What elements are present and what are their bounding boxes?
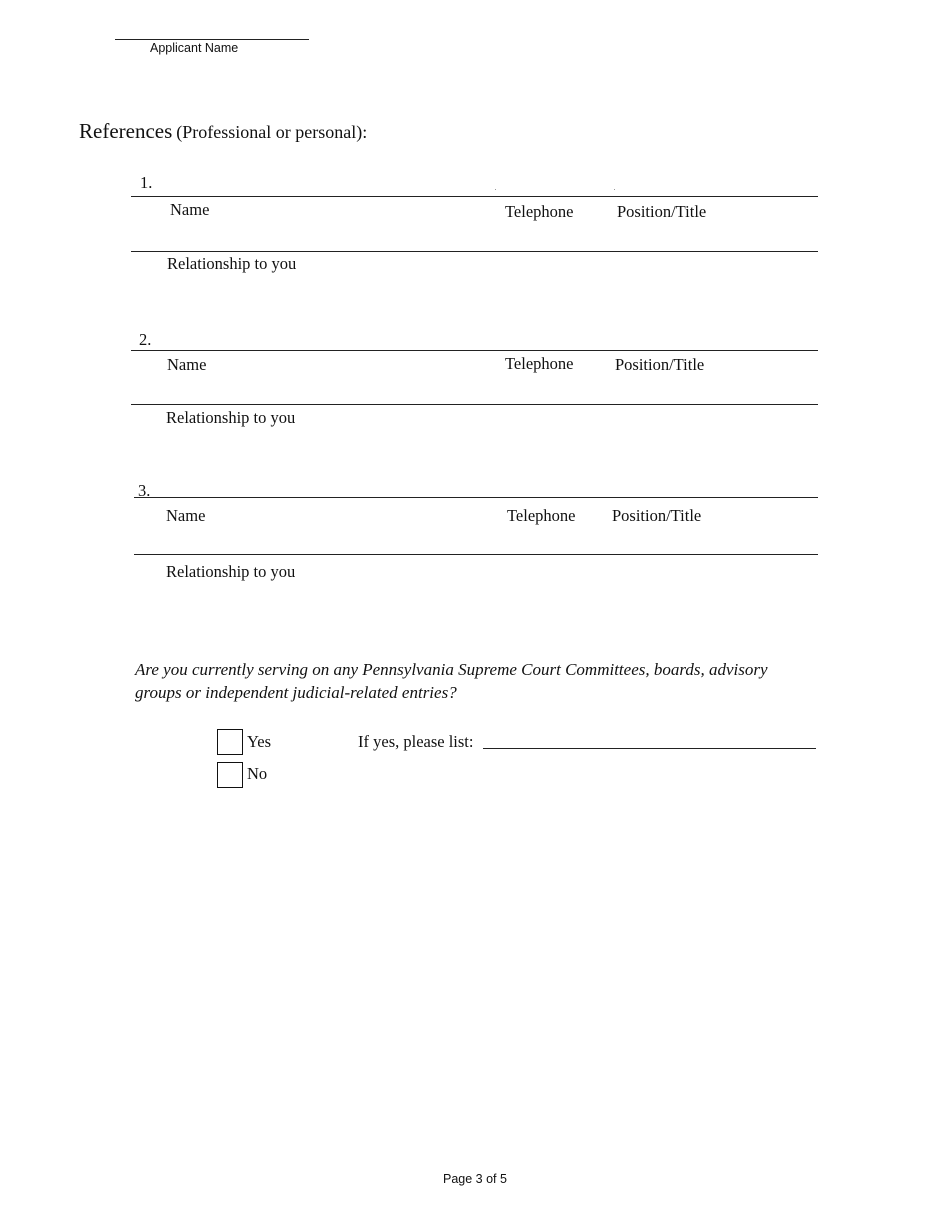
if-yes-list-line[interactable] <box>483 748 816 749</box>
committee-question-line-1: Are you currently serving on any Pennsylvania Supreme Court Committees, boards, advisory <box>135 660 768 679</box>
reference-relationship-label: Relationship to you <box>167 254 297 273</box>
no-label: No <box>247 764 268 783</box>
no-checkbox[interactable] <box>217 762 243 788</box>
committee-question-line-2: groups or independent judicial-related entries? <box>135 683 457 702</box>
reference-name-label: Name <box>167 355 207 374</box>
reference-position-label: Position/Title <box>615 355 705 374</box>
reference-telephone-label: Telephone <box>507 506 576 525</box>
reference-position-label: Position/Title <box>617 202 707 221</box>
if-yes-label: If yes, please list: <box>358 732 474 751</box>
applicant-name-line[interactable] <box>115 39 309 40</box>
reference-name-label: Name <box>166 506 206 525</box>
references-title: References <box>79 119 173 143</box>
field-marker <box>614 189 615 190</box>
reference-number: 1. <box>140 173 153 192</box>
reference-position-label: Position/Title <box>612 506 702 525</box>
page-number: Page 3 of 5 <box>443 1172 507 1186</box>
references-heading <box>79 119 367 144</box>
reference-name-label: Name <box>170 200 210 219</box>
reference-relationship-label: Relationship to you <box>166 408 296 427</box>
applicant-name-label: Applicant Name <box>150 41 239 55</box>
reference-1-relationship-line[interactable] <box>131 251 818 252</box>
reference-2-relationship-line[interactable] <box>131 404 818 405</box>
reference-3-entry-line[interactable] <box>134 497 818 498</box>
yes-label: Yes <box>247 732 272 751</box>
reference-relationship-label: Relationship to you <box>166 562 296 581</box>
reference-number: 2. <box>139 330 152 349</box>
reference-2-entry-line[interactable] <box>131 350 818 351</box>
reference-telephone-label: Telephone <box>505 202 574 221</box>
reference-number: 3. <box>138 481 151 500</box>
references-subtitle: (Professional or personal): <box>176 122 368 142</box>
reference-1-entry-line[interactable] <box>131 196 818 197</box>
yes-checkbox[interactable] <box>217 729 243 755</box>
reference-telephone-label: Telephone <box>505 354 574 373</box>
field-marker <box>495 189 496 190</box>
reference-3-relationship-line[interactable] <box>134 554 818 555</box>
